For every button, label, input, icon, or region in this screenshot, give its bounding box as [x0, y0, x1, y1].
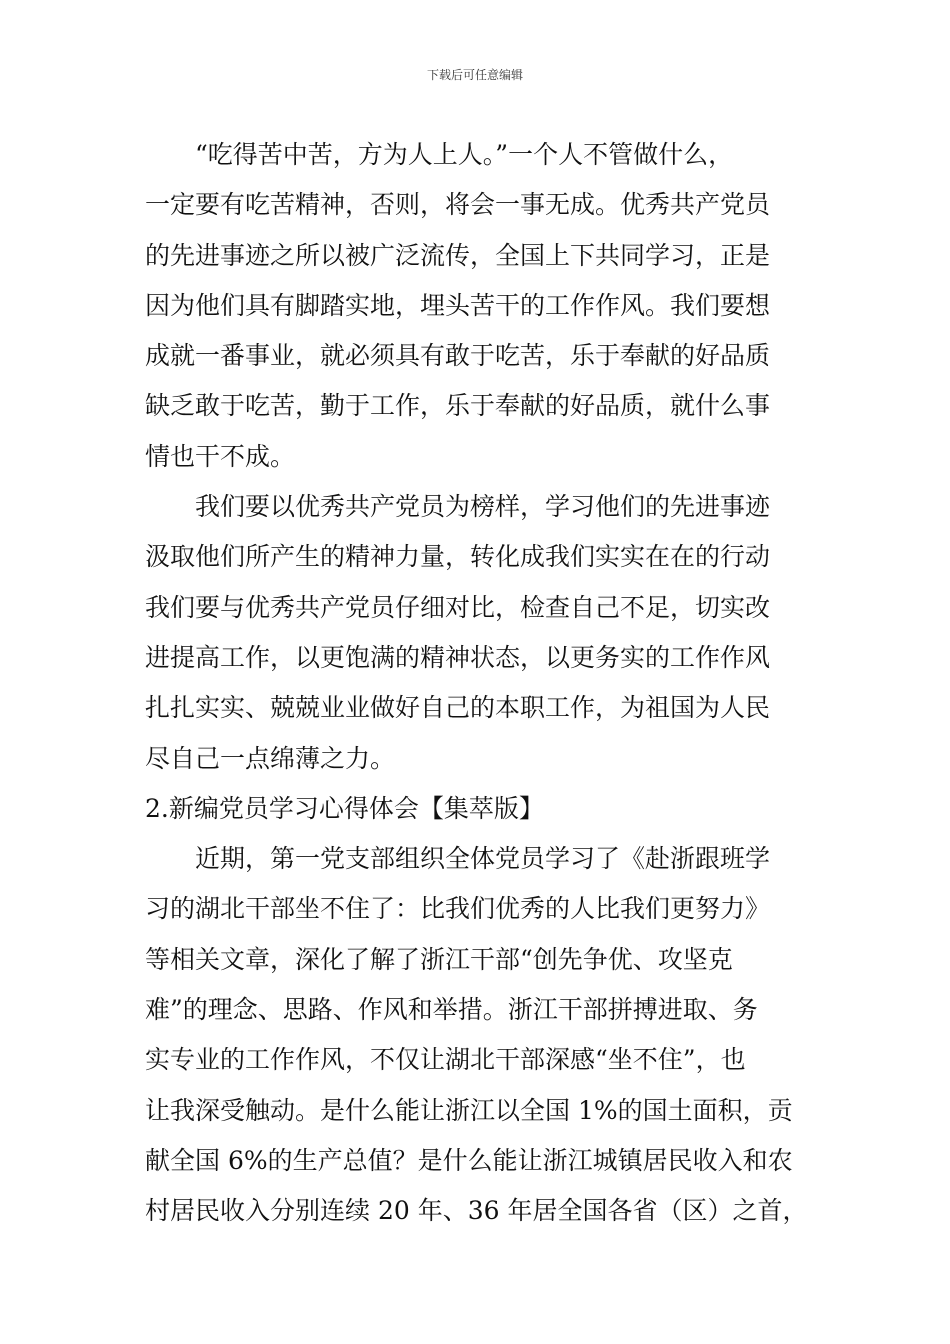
paragraph-3-line-3: 等相关文章，深化了解了浙江干部“创先争优、攻坚克	[145, 944, 733, 974]
paragraph-1-line-7: 情也干不成。	[145, 441, 296, 471]
paragraph-2-line-3: 我们要与优秀共产党员仔细对比，检查自己不足，切实改	[145, 592, 771, 622]
paragraph-2-line-2: 汲取他们所产生的精神力量，转化成我们实实在在的行动	[145, 542, 771, 572]
paragraph-2-line-1: 我们要以优秀共产党员为榜样，学习他们的先进事迹	[195, 492, 771, 522]
paragraph-2-line-6: 尽自己一点绵薄之力。	[145, 743, 396, 773]
paragraph-1-line-6: 缺乏敢于吃苦，勤于工作，乐于奉献的好品质，就什么事	[145, 391, 771, 421]
paragraph-1-line-4: 因为他们具有脚踏实地，埋头苦干的工作作风。我们要想	[145, 290, 771, 320]
paragraph-3-line-4: 难”的理念、思路、作风和举措。浙江干部拼搏进取、务	[145, 995, 758, 1025]
paragraph-3-line-8: 村居民收入分别连续 20 年、36 年居全国各省（区）之首，	[145, 1196, 808, 1226]
section-heading: 2.新编党员学习心得体会【集萃版】	[145, 793, 544, 823]
paragraph-3-line-2: 习的湖北干部坐不住了：比我们优秀的人比我们更努力》	[145, 894, 771, 924]
paragraph-2-line-5: 扎扎实实、兢兢业业做好自己的本职工作，为祖国为人民	[145, 693, 771, 723]
page-header: 下载后可任意编辑	[426, 68, 523, 82]
paragraph-1-line-2: 一定要有吃苦精神，否则，将会一事无成。优秀共产党员	[145, 190, 771, 220]
paragraph-1-line-1: “吃得苦中苦，方为人上人。”一个人不管做什么，	[195, 140, 734, 169]
paragraph-1-line-5: 成就一番事业，就必须具有敢于吃苦，乐于奉献的好品质	[145, 341, 771, 371]
paragraph-3-line-6: 让我深受触动。是什么能让浙江以全国 1%的国土面积，贡	[145, 1095, 793, 1125]
paragraph-3-line-1: 近期，第一党支部组织全体党员学习了《赴浙跟班学	[195, 844, 771, 874]
paragraph-3-line-5: 实专业的工作作风，不仅让湖北干部深感“坐不住”，也	[145, 1045, 746, 1075]
document-body	[145, 130, 813, 1237]
paragraph-2-line-4: 进提高工作，以更饱满的精神状态，以更务实的工作作风	[145, 642, 771, 672]
paragraph-3-line-7: 献全国 6%的生产总值？是什么能让浙江城镇居民收入和农	[145, 1145, 793, 1175]
paragraph-1-line-3: 的先进事迹之所以被广泛流传，全国上下共同学习，正是	[145, 240, 771, 270]
